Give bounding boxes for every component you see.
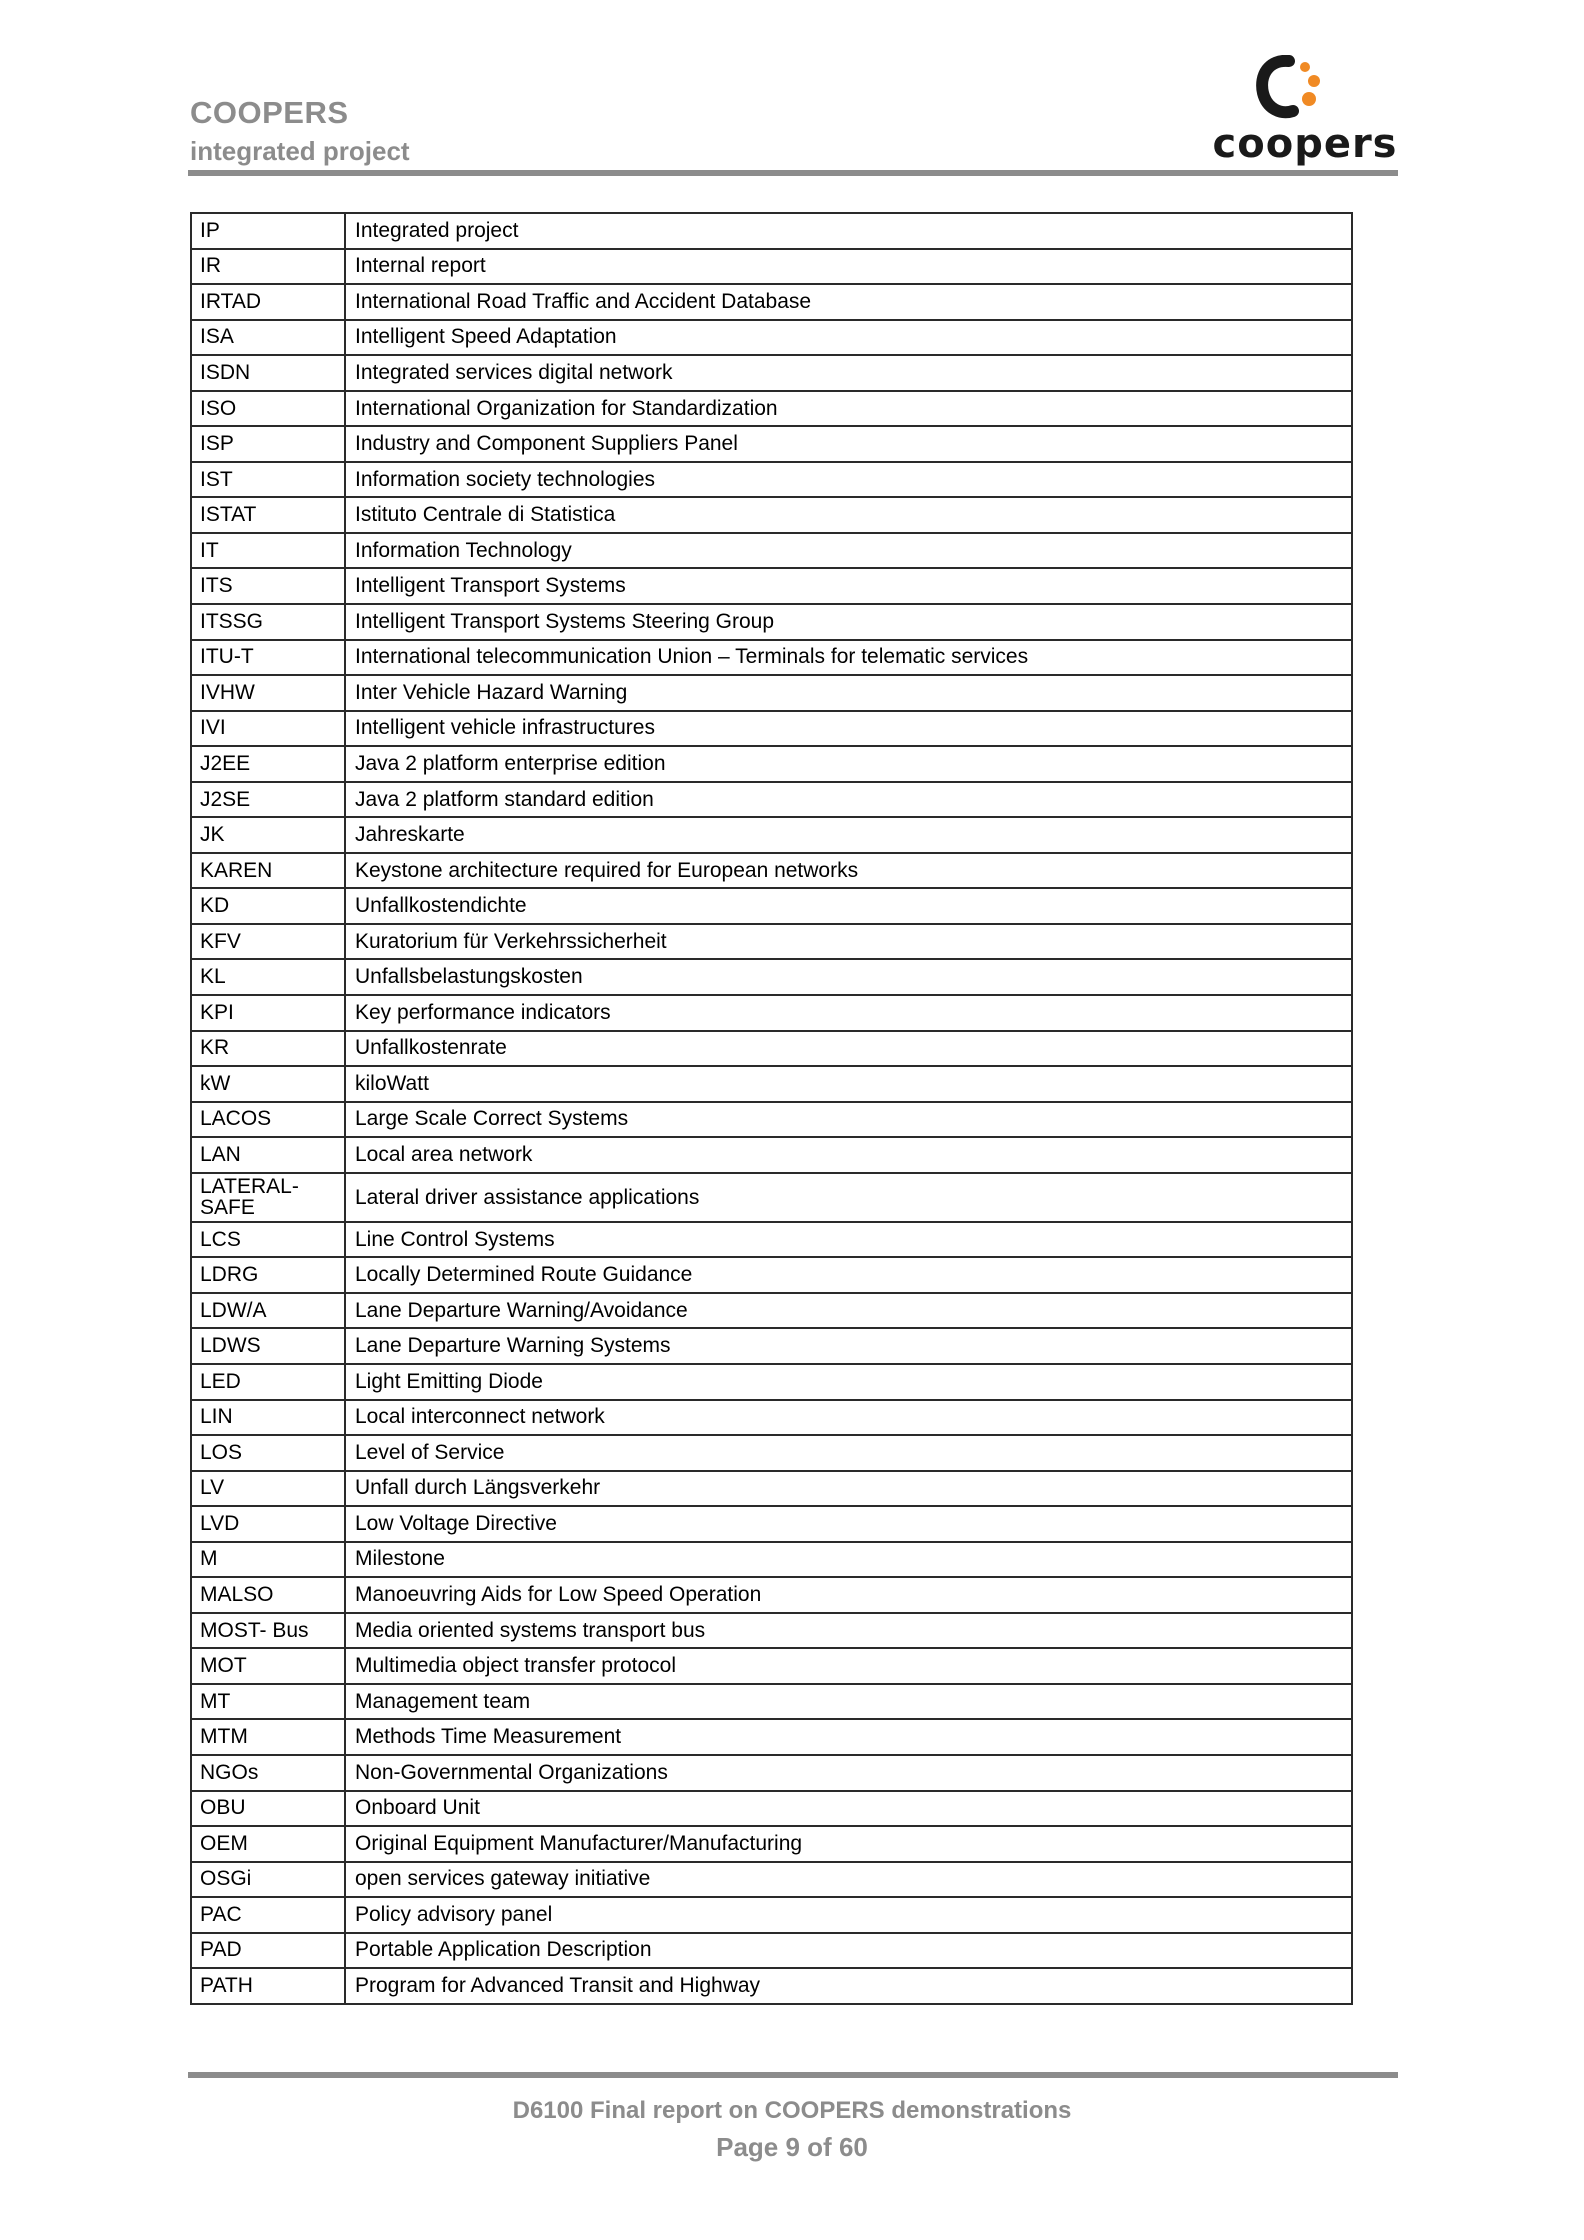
- table-row: [191, 1542, 1352, 1578]
- abbreviation-cell: ITSSG: [191, 604, 345, 640]
- abbreviation-cell: LOS: [191, 1435, 345, 1471]
- table-row: [191, 924, 1352, 960]
- table-row: [191, 1173, 1352, 1222]
- table-row: [191, 1257, 1352, 1293]
- definition-cell: Portable Application Description: [345, 1933, 1352, 1969]
- definition-cell: Methods Time Measurement: [345, 1719, 1352, 1755]
- abbreviation-cell: MTM: [191, 1719, 345, 1755]
- table-row: [191, 1400, 1352, 1436]
- abbreviation-cell: MOST- Bus: [191, 1613, 345, 1649]
- table-row: [191, 782, 1352, 818]
- definition-cell: Milestone: [345, 1542, 1352, 1578]
- abbreviation-cell: PAD: [191, 1933, 345, 1969]
- definition-cell: Unfall durch Längsverkehr: [345, 1471, 1352, 1507]
- abbreviation-cell: LCS: [191, 1222, 345, 1258]
- table-row: [191, 320, 1352, 356]
- abbreviation-cell: KAREN: [191, 853, 345, 889]
- definition-cell: Local interconnect network: [345, 1400, 1352, 1436]
- abbreviation-cell: OBU: [191, 1791, 345, 1827]
- table-row: [191, 213, 1352, 249]
- table-row: [191, 1066, 1352, 1102]
- definition-cell: Integrated services digital network: [345, 355, 1352, 391]
- table-row: [191, 1506, 1352, 1542]
- abbreviation-cell: IST: [191, 462, 345, 498]
- table-row: [191, 1137, 1352, 1173]
- definition-cell: Industry and Component Suppliers Panel: [345, 426, 1352, 462]
- abbreviation-cell: JK: [191, 817, 345, 853]
- abbreviation-cell: IVHW: [191, 675, 345, 711]
- header-subtitle: integrated project: [190, 136, 410, 166]
- definition-cell: Local area network: [345, 1137, 1352, 1173]
- table-row: [191, 1755, 1352, 1791]
- table-row: [191, 1328, 1352, 1364]
- definition-cell: Policy advisory panel: [345, 1897, 1352, 1933]
- abbreviation-cell: ITU-T: [191, 640, 345, 676]
- footer-divider: [188, 2072, 1398, 2078]
- abbreviation-cell: LDRG: [191, 1257, 345, 1293]
- table-row: [191, 1435, 1352, 1471]
- abbreviation-cell: LED: [191, 1364, 345, 1400]
- definition-cell: Istituto Centrale di Statistica: [345, 497, 1352, 533]
- footer-page-number: Page 9 of 60: [716, 2132, 868, 2162]
- definition-cell: Kuratorium für Verkehrssicherheit: [345, 924, 1352, 960]
- definition-cell: Java 2 platform standard edition: [345, 782, 1352, 818]
- definition-cell: International telecommunication Union – Terminals for telematic services: [345, 640, 1352, 676]
- table-row: [191, 711, 1352, 747]
- table-row: [191, 426, 1352, 462]
- coopers-logo: [1205, 55, 1405, 173]
- abbreviation-cell: KR: [191, 1031, 345, 1067]
- table-row: [191, 1862, 1352, 1898]
- abbreviation-cell: KL: [191, 959, 345, 995]
- table-row: [191, 391, 1352, 427]
- abbreviation-cell: LVD: [191, 1506, 345, 1542]
- page-footer: [0, 2096, 1584, 2164]
- definition-cell: International Road Traffic and Accident Database: [345, 284, 1352, 320]
- definition-cell: Program for Advanced Transit and Highway: [345, 1968, 1352, 2004]
- abbreviation-cell: LDW/A: [191, 1293, 345, 1329]
- table-row: [191, 568, 1352, 604]
- table-row: [191, 675, 1352, 711]
- abbreviation-cell: MT: [191, 1684, 345, 1720]
- definition-cell: Internal report: [345, 249, 1352, 285]
- abbreviation-cell: OSGi: [191, 1862, 345, 1898]
- table-row: [191, 1897, 1352, 1933]
- footer-document-title: D6100 Final report on COOPERS demonstrations: [512, 2097, 1072, 2124]
- abbreviation-cell: LATERAL-SAFE: [191, 1173, 345, 1222]
- logo-wordmark: coopers: [1212, 121, 1398, 167]
- definition-cell: Lane Departure Warning Systems: [345, 1328, 1352, 1364]
- abbreviation-cell: KD: [191, 888, 345, 924]
- definition-cell: Multimedia object transfer protocol: [345, 1648, 1352, 1684]
- table-row: [191, 355, 1352, 391]
- definition-cell: open services gateway initiative: [345, 1862, 1352, 1898]
- definition-cell: Information society technologies: [345, 462, 1352, 498]
- definition-cell: International Organization for Standardization: [345, 391, 1352, 427]
- abbreviation-cell: NGOs: [191, 1755, 345, 1791]
- table-row: [191, 1031, 1352, 1067]
- abbreviation-cell: ISP: [191, 426, 345, 462]
- table-row: [191, 1613, 1352, 1649]
- definition-cell: Lateral driver assistance applications: [345, 1173, 1352, 1222]
- table-row: [191, 1471, 1352, 1507]
- abbreviation-cell: ISA: [191, 320, 345, 356]
- abbreviations-table: [190, 212, 1353, 2005]
- abbreviation-cell: IR: [191, 249, 345, 285]
- definition-cell: Keystone architecture required for European networks: [345, 853, 1352, 889]
- abbreviation-cell: IP: [191, 213, 345, 249]
- definition-cell: Key performance indicators: [345, 995, 1352, 1031]
- table-row: [191, 1791, 1352, 1827]
- definition-cell: Low Voltage Directive: [345, 1506, 1352, 1542]
- definition-cell: Lane Departure Warning/Avoidance: [345, 1293, 1352, 1329]
- abbreviation-cell: MOT: [191, 1648, 345, 1684]
- abbreviation-cell: IT: [191, 533, 345, 569]
- abbreviation-cell: J2SE: [191, 782, 345, 818]
- abbreviation-cell: J2EE: [191, 746, 345, 782]
- definition-cell: Management team: [345, 1684, 1352, 1720]
- abbreviation-cell: LIN: [191, 1400, 345, 1436]
- table-row: [191, 853, 1352, 889]
- table-row: [191, 817, 1352, 853]
- table-row: [191, 640, 1352, 676]
- definition-cell: Media oriented systems transport bus: [345, 1613, 1352, 1649]
- definition-cell: Locally Determined Route Guidance: [345, 1257, 1352, 1293]
- table-row: [191, 1968, 1352, 2004]
- definition-cell: kiloWatt: [345, 1066, 1352, 1102]
- table-row: [191, 1293, 1352, 1329]
- definition-cell: Level of Service: [345, 1435, 1352, 1471]
- table-row: [191, 604, 1352, 640]
- logo-mark-icon: [1247, 55, 1327, 125]
- definition-cell: Original Equipment Manufacturer/Manufacturing: [345, 1826, 1352, 1862]
- definition-cell: Line Control Systems: [345, 1222, 1352, 1258]
- abbreviation-cell: LAN: [191, 1137, 345, 1173]
- table-row: [191, 1364, 1352, 1400]
- table-row: [191, 959, 1352, 995]
- definition-cell: Manoeuvring Aids for Low Speed Operation: [345, 1577, 1352, 1613]
- definition-cell: Intelligent Transport Systems: [345, 568, 1352, 604]
- abbreviations-table-body: [191, 213, 1352, 2004]
- table-row: [191, 249, 1352, 285]
- header-divider: [188, 170, 1398, 176]
- abbreviation-cell: IRTAD: [191, 284, 345, 320]
- definition-cell: Non-Governmental Organizations: [345, 1755, 1352, 1791]
- definition-cell: Unfallkostendichte: [345, 888, 1352, 924]
- abbreviation-cell: kW: [191, 1066, 345, 1102]
- abbreviation-cell: IVI: [191, 711, 345, 747]
- definition-cell: Jahreskarte: [345, 817, 1352, 853]
- table-row: [191, 1826, 1352, 1862]
- abbreviation-cell: LV: [191, 1471, 345, 1507]
- table-row: [191, 1222, 1352, 1258]
- abbreviation-cell: ISTAT: [191, 497, 345, 533]
- table-row: [191, 284, 1352, 320]
- abbreviation-cell: LDWS: [191, 1328, 345, 1364]
- definition-cell: Information Technology: [345, 533, 1352, 569]
- table-row: [191, 497, 1352, 533]
- abbreviation-cell: KFV: [191, 924, 345, 960]
- definition-cell: Unfallkostenrate: [345, 1031, 1352, 1067]
- abbreviation-cell: LACOS: [191, 1102, 345, 1138]
- abbreviation-cell: KPI: [191, 995, 345, 1031]
- definition-cell: Intelligent Transport Systems Steering Group: [345, 604, 1352, 640]
- definition-cell: Intelligent vehicle infrastructures: [345, 711, 1352, 747]
- table-row: [191, 533, 1352, 569]
- abbreviation-cell: ISDN: [191, 355, 345, 391]
- definition-cell: Java 2 platform enterprise edition: [345, 746, 1352, 782]
- definition-cell: Unfallsbelastungskosten: [345, 959, 1352, 995]
- abbreviation-cell: PATH: [191, 1968, 345, 2004]
- table-row: [191, 1577, 1352, 1613]
- definition-cell: Light Emitting Diode: [345, 1364, 1352, 1400]
- abbreviation-cell: OEM: [191, 1826, 345, 1862]
- table-row: [191, 1648, 1352, 1684]
- table-row: [191, 746, 1352, 782]
- table-row: [191, 1102, 1352, 1138]
- page-header: [190, 96, 410, 166]
- table-row: [191, 1719, 1352, 1755]
- table-row: [191, 1933, 1352, 1969]
- table-row: [191, 1684, 1352, 1720]
- abbreviation-cell: ITS: [191, 568, 345, 604]
- abbreviation-cell: M: [191, 1542, 345, 1578]
- table-row: [191, 888, 1352, 924]
- definition-cell: Integrated project: [345, 213, 1352, 249]
- abbreviation-cell: PAC: [191, 1897, 345, 1933]
- header-title: COOPERS: [190, 95, 349, 130]
- definition-cell: Large Scale Correct Systems: [345, 1102, 1352, 1138]
- table-row: [191, 995, 1352, 1031]
- abbreviation-cell: MALSO: [191, 1577, 345, 1613]
- abbreviation-cell: ISO: [191, 391, 345, 427]
- definition-cell: Inter Vehicle Hazard Warning: [345, 675, 1352, 711]
- definition-cell: Intelligent Speed Adaptation: [345, 320, 1352, 356]
- table-row: [191, 462, 1352, 498]
- definition-cell: Onboard Unit: [345, 1791, 1352, 1827]
